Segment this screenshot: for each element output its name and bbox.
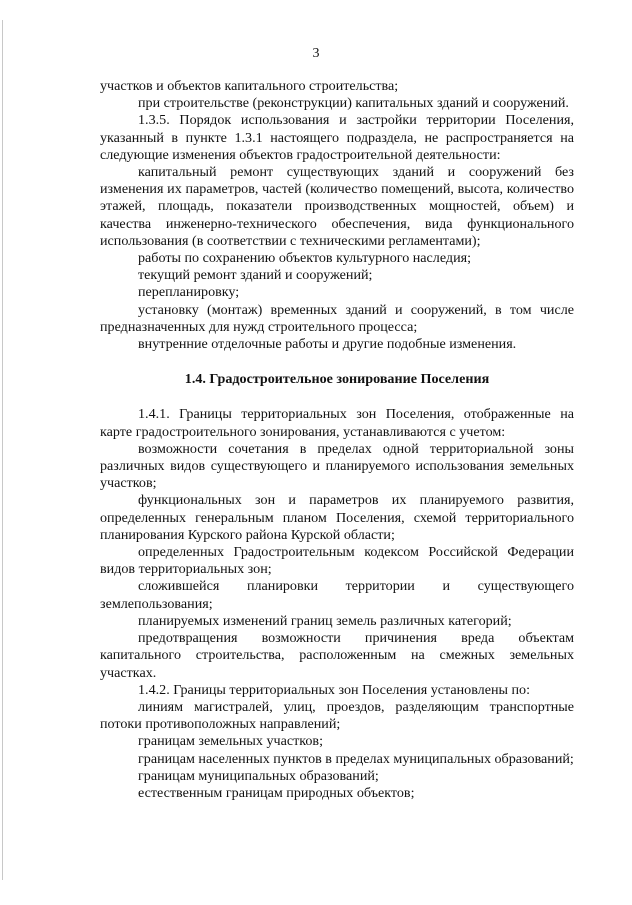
paragraph: предотвращения возможности причинения вреда объектам капитального строительства, расположенным на смежных земельных участках. <box>100 630 574 681</box>
paragraph: работы по сохранению объектов культурного наследия; <box>138 250 472 267</box>
paragraph: сложившейся планировки территории и существующего землепользования; <box>100 578 574 612</box>
paragraph: перепланировку; <box>138 284 240 301</box>
page-number: 3 <box>312 46 320 61</box>
paragraph: капитальный ремонт существующих зданий и сооружений без изменения их параметров, частей (количество помещений, высота, количество этажей, площадь, показатели производственных мощностей, объем) и качества инженерно-технического обеспечения, вида функционального использования (в соответствии с техническими регламентами); <box>100 164 574 249</box>
section-heading: 1.4. Градостроительное зонирование Поселения <box>184 371 490 388</box>
paragraph: при строительстве (реконструкции) капитальных зданий и сооружений. <box>138 95 569 112</box>
paragraph: функциональных зон и параметров их планируемого развития, определенных генеральным планом Поселения, схемой территориального планирования Курского района Курской области; <box>100 492 574 543</box>
paragraph: 1.4.2. Границы территориальных зон Поселения установлены по: <box>138 681 531 698</box>
paragraph: возможности сочетания в пределах одной территориальной зоны различных видов существующего и планируемого использования земельных участков; <box>100 440 574 492</box>
paragraph: планируемых изменений границ земель различных категорий; <box>138 612 512 629</box>
paragraph: определенных Градостроительным кодексом Российской Федерации видов территориальных зон; <box>100 544 574 578</box>
scan-edge-line <box>2 20 3 880</box>
paragraphs-bottom <box>100 406 574 802</box>
paragraph: границам населенных пунктов в пределах муниципальных образований; <box>138 750 574 767</box>
paragraphs-top <box>100 78 574 353</box>
paragraph: границам муниципальных образований; <box>138 767 379 784</box>
document-body <box>100 78 574 802</box>
paragraph: линиям магистралей, улиц, проездов, разделяющим транспортные потоки противоположных направлений; <box>100 698 574 733</box>
paragraph: 1.4.1. Границы территориальных зон Поселения, отображенные на карте градостроительного зонирования, устанавливаются с учетом: <box>100 406 574 440</box>
paragraph: 1.3.5. Порядок использования и застройки территории Поселения, указанный в пункте 1.3.1 настоящего подраздела, не распространяется на следующие изменения объектов градостроительной деятельности: <box>100 112 574 163</box>
paragraph: текущий ремонт зданий и сооружений; <box>138 267 373 284</box>
paragraph: участков и объектов капитального строительства; <box>100 78 399 94</box>
paragraph: границам земельных участков; <box>138 733 324 750</box>
paragraph: внутренние отделочные работы и другие подобные изменения. <box>138 336 517 353</box>
paragraph: установку (монтаж) временных зданий и сооружений, в том числе предназначенных для нужд строительного процесса; <box>100 301 574 335</box>
paragraph: естественным границам природных объектов; <box>138 784 415 801</box>
